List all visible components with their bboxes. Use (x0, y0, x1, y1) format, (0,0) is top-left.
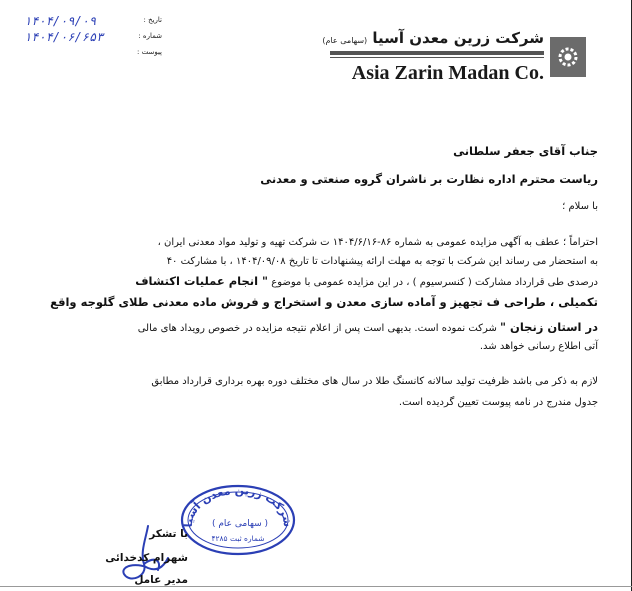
date-row (24, 14, 164, 30)
attachment-row (24, 46, 164, 62)
number-value: ۱۴۰۴/۰۶/۶۵۳ (24, 30, 104, 44)
closing-thanks: با تشکر (149, 528, 188, 540)
company-stamp (178, 480, 298, 556)
company-logo-icon (550, 37, 586, 77)
stamp-registration: شماره ثبت ۴۲۸۵ (211, 534, 265, 543)
recipient-title: ریاست محترم اداره نظارت بر ناشران گروه صنعتی و معدنی (260, 172, 598, 186)
company-name-fa-text: شرکت زرین معدن آسیا (372, 29, 544, 47)
signer-title: مدیر عامل (134, 574, 188, 586)
paragraph2-line1: لازم به ذکر می باشد ظرفیت تولید سالانه کانسنگ طلا در سال های مختلف دوره بهره برداری قرارداد مطابق (151, 376, 598, 387)
paragraph1-line5-normal: شرکت نموده است. بدیهی است پس از اعلام نتیجه مزایده در خصوص رویداد های مالی (137, 323, 497, 334)
paragraph1-line2: به استحضار می رساند این شرکت با توجه به مهلت ارائه پیشنهادات تا تاریخ ۱۴۰۴/۰۹/۰۸ ، با مشارکت ۴۰ (166, 256, 598, 267)
paragraph1-line1: احتراماً ؛ عطف به آگهی مزایده عمومی به شماره ۸۶-۱۴۰۴/۶/۱۶ ت شرکت تهیه و تولید مواد معدنی ایران ، (157, 237, 598, 248)
header-rule-thick (330, 51, 544, 55)
company-name-fa (322, 29, 544, 47)
stamp-top-text: شرکت زرین معدن آسیا (181, 483, 295, 528)
recipient-name: جناب آقای جعفر سلطانی (453, 144, 598, 158)
date-value: ۱۴۰۴/۰۹/۰۹ (24, 14, 97, 28)
signer-name: شهرام کدخدائی (105, 552, 188, 564)
paragraph2-line2: جدول مندرج در نامه پیوست تعیین گردیده است. (398, 397, 598, 408)
page-edge-bottom (0, 586, 632, 587)
date-label: تاریخ : (143, 16, 162, 24)
paragraph1-line6: آتی اطلاع رسانی خواهد شد. (479, 341, 598, 352)
paragraph1-line4: تکمیلی ، طراحی ف تجهیز و آماده سازی معدن و استخراج و فروش ماده معدنی طلای گلوجه واقع (50, 295, 598, 309)
greeting: با سلام ؛ (562, 201, 598, 212)
paragraph1-line3-bold: " انجام عملیات اکتشاف (135, 274, 269, 288)
paragraph1-line5-bold: در استان زنجان " (500, 320, 598, 334)
stamp-middle-text: ( سهامی عام ) (211, 519, 269, 529)
paragraph1-line5 (138, 320, 598, 336)
paragraph1-line3 (135, 274, 598, 290)
header-rule-thin (330, 57, 544, 58)
paragraph1-line3-normal: درصدی طی قرارداد مشارکت ( کنسرسیوم ) ، در این مزایده عمومی با موضوع (271, 277, 598, 288)
attachment-label: پیوست : (137, 48, 162, 56)
number-row (24, 30, 164, 46)
number-label: شماره : (138, 32, 162, 40)
letter-meta (24, 14, 164, 62)
company-name-en: Asia Zarin Madan Co. (351, 62, 544, 84)
company-type: (سهامی عام) (322, 36, 368, 45)
